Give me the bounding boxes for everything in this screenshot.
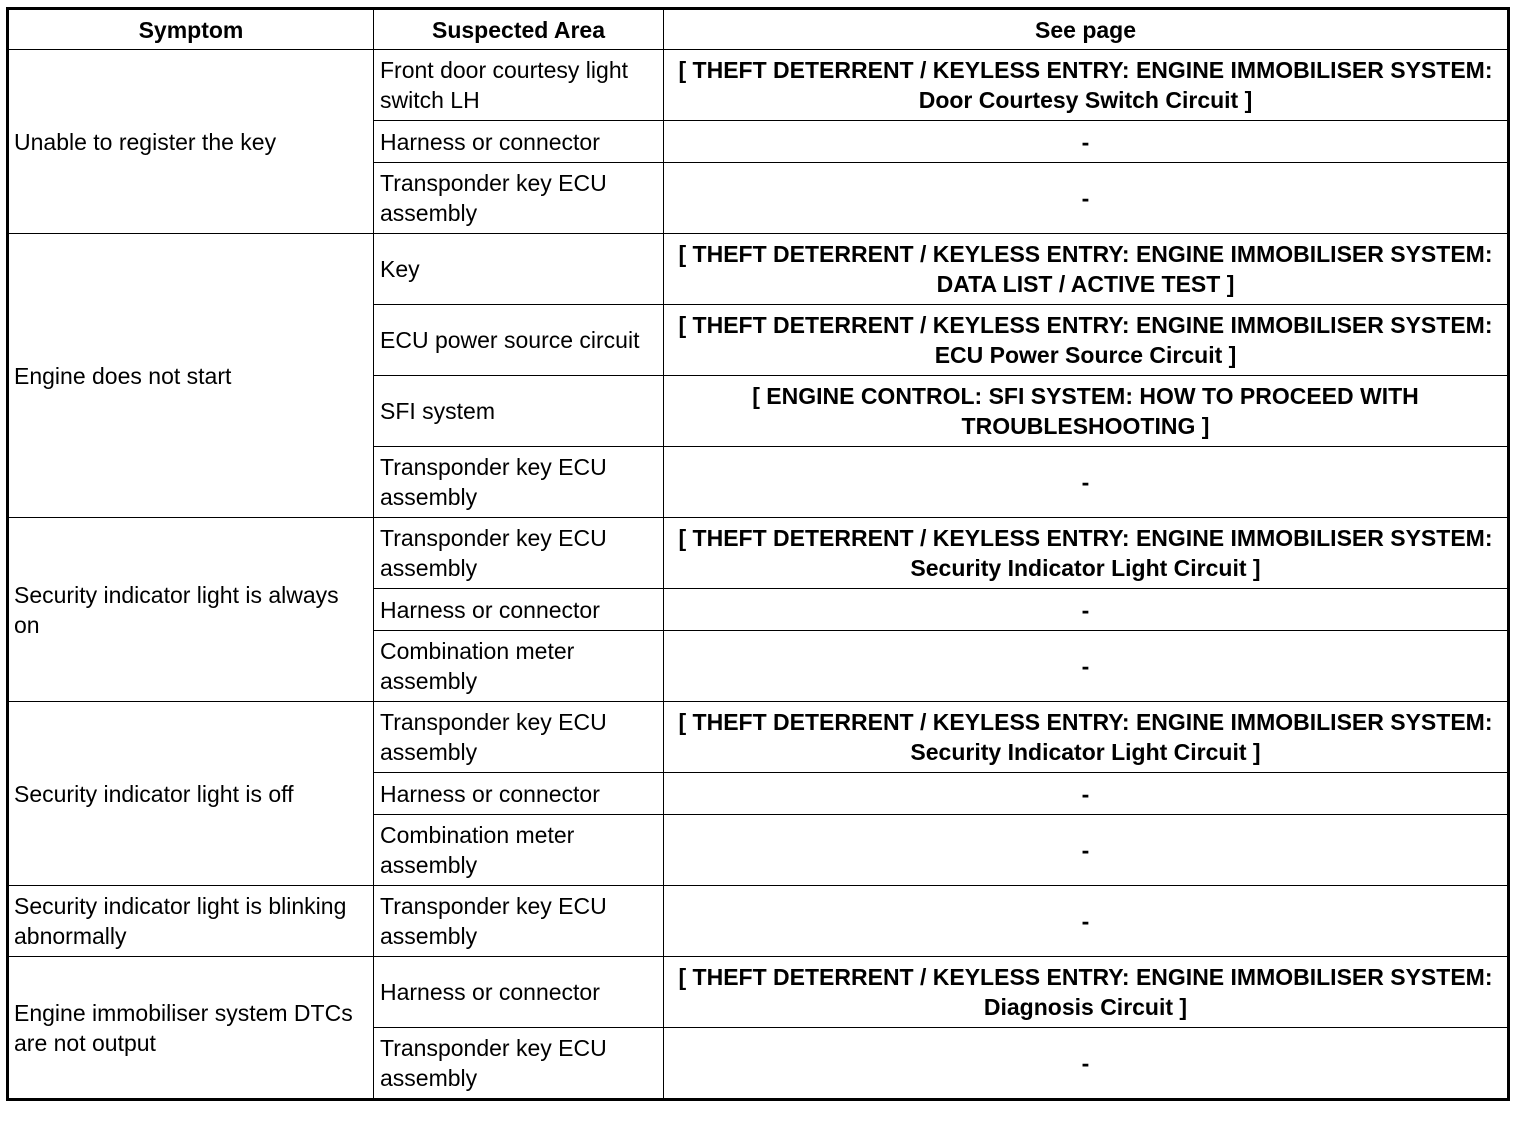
see-page-cell: -	[664, 447, 1509, 518]
suspected-area-cell: Harness or connector	[374, 773, 664, 815]
header-see-page: See page	[664, 9, 1509, 50]
header-symptom: Symptom	[8, 9, 374, 50]
symptom-cell: Engine does not start	[8, 234, 374, 518]
see-page-cell: [ THEFT DETERRENT / KEYLESS ENTRY: ENGINE IMMOBILISER SYSTEM: Security Indicator Light Circuit ]	[664, 702, 1509, 773]
see-page-cell: -	[664, 163, 1509, 234]
table-row	[8, 957, 1509, 1028]
suspected-area-cell: Transponder key ECU assembly	[374, 447, 664, 518]
suspected-area-cell: Transponder key ECU assembly	[374, 886, 664, 957]
suspected-area-cell: ECU power source circuit	[374, 305, 664, 376]
table-row	[8, 886, 1509, 957]
symptom-cell: Unable to register the key	[8, 50, 374, 234]
see-page-cell: -	[664, 121, 1509, 163]
suspected-area-cell: Transponder key ECU assembly	[374, 1028, 664, 1100]
symptom-cell: Security indicator light is blinking abnormally	[8, 886, 374, 957]
see-page-cell: [ THEFT DETERRENT / KEYLESS ENTRY: ENGINE IMMOBILISER SYSTEM: Door Courtesy Switch Circuit ]	[664, 50, 1509, 121]
symptom-cell: Engine immobiliser system DTCs are not output	[8, 957, 374, 1100]
suspected-area-cell: Key	[374, 234, 664, 305]
header-suspected-area: Suspected Area	[374, 9, 664, 50]
suspected-area-cell: Harness or connector	[374, 589, 664, 631]
symptom-cell: Security indicator light is off	[8, 702, 374, 886]
suspected-area-cell: Harness or connector	[374, 957, 664, 1028]
suspected-area-cell: Transponder key ECU assembly	[374, 163, 664, 234]
suspected-area-cell: Combination meter assembly	[374, 631, 664, 702]
see-page-cell: -	[664, 886, 1509, 957]
suspected-area-cell: Harness or connector	[374, 121, 664, 163]
suspected-area-cell: Transponder key ECU assembly	[374, 702, 664, 773]
suspected-area-cell: SFI system	[374, 376, 664, 447]
table-row	[8, 518, 1509, 589]
see-page-cell: -	[664, 773, 1509, 815]
see-page-cell: [ THEFT DETERRENT / KEYLESS ENTRY: ENGINE IMMOBILISER SYSTEM: ECU Power Source Circuit ]	[664, 305, 1509, 376]
suspected-area-cell: Front door courtesy light switch LH	[374, 50, 664, 121]
header-row	[8, 9, 1509, 50]
see-page-cell: [ THEFT DETERRENT / KEYLESS ENTRY: ENGINE IMMOBILISER SYSTEM: Diagnosis Circuit ]	[664, 957, 1509, 1028]
see-page-cell: -	[664, 631, 1509, 702]
table-row	[8, 50, 1509, 121]
troubleshooting-table	[6, 7, 1510, 1101]
see-page-cell: -	[664, 1028, 1509, 1100]
see-page-cell: [ THEFT DETERRENT / KEYLESS ENTRY: ENGINE IMMOBILISER SYSTEM: DATA LIST / ACTIVE TEST ]	[664, 234, 1509, 305]
suspected-area-cell: Combination meter assembly	[374, 815, 664, 886]
see-page-cell: -	[664, 589, 1509, 631]
table-row	[8, 702, 1509, 773]
table-row	[8, 234, 1509, 305]
see-page-cell: [ ENGINE CONTROL: SFI SYSTEM: HOW TO PROCEED WITH TROUBLESHOOTING ]	[664, 376, 1509, 447]
see-page-cell: -	[664, 815, 1509, 886]
suspected-area-cell: Transponder key ECU assembly	[374, 518, 664, 589]
see-page-cell: [ THEFT DETERRENT / KEYLESS ENTRY: ENGINE IMMOBILISER SYSTEM: Security Indicator Light Circuit ]	[664, 518, 1509, 589]
symptom-cell: Security indicator light is always on	[8, 518, 374, 702]
